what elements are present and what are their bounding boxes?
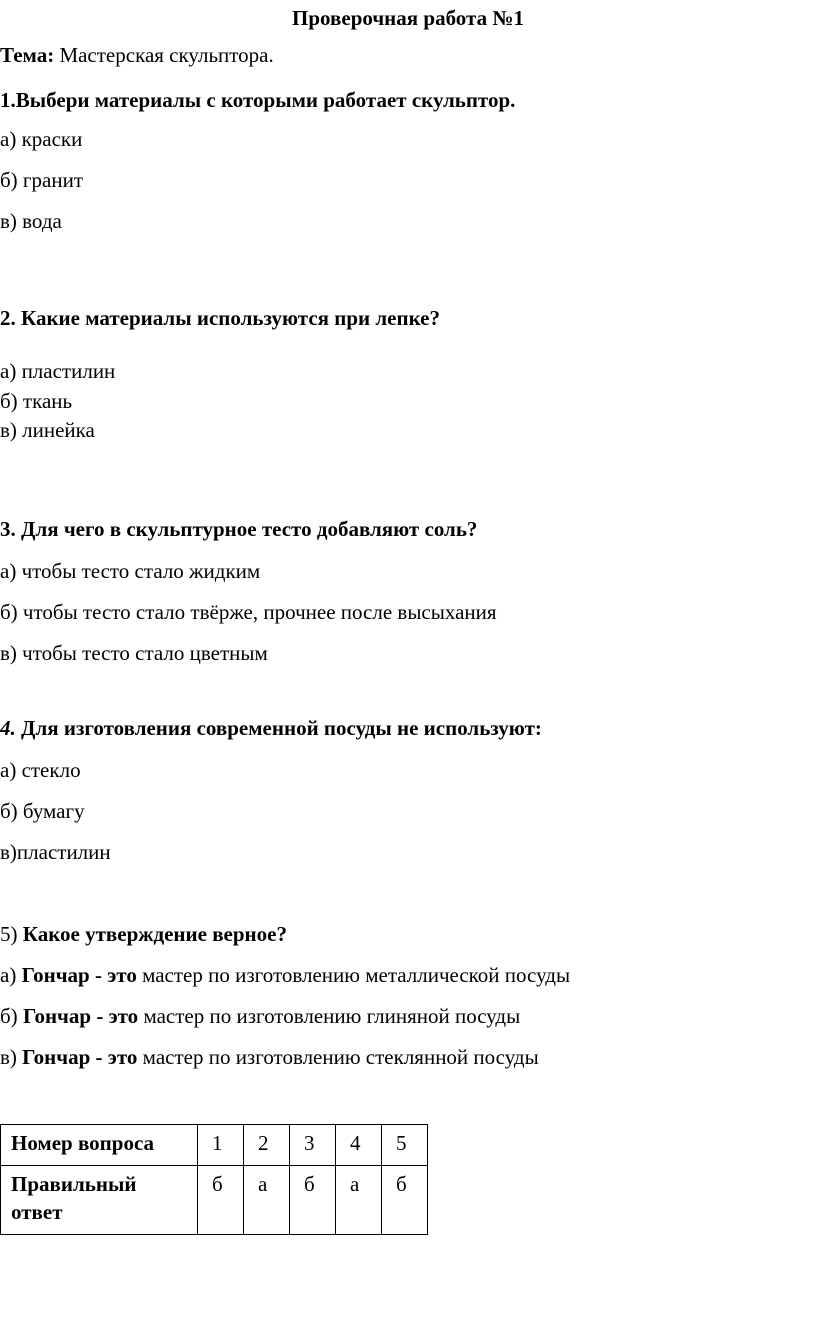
- question-5-text: Какое утверждение верное?: [22, 922, 287, 946]
- q3-option-b: б) чтобы тесто стало твёрже, прочнее после высыхания: [0, 600, 497, 624]
- table-header-line-1: Правильный: [11, 1172, 137, 1196]
- table-cell-number: 2: [244, 1125, 290, 1166]
- table-cell-number: 5: [382, 1125, 428, 1166]
- topic-line: [0, 43, 274, 67]
- table-cell-answer: б: [198, 1166, 244, 1235]
- q1-option-a: а) краски: [0, 127, 83, 151]
- q5-option-b: [0, 1004, 520, 1028]
- q5-option-b-prefix: б): [0, 1004, 23, 1028]
- q3-option-c: в) чтобы тесто стало цветным: [0, 641, 268, 665]
- question-5: [0, 922, 287, 946]
- q4-option-c: в)пластилин: [0, 840, 111, 864]
- q5-option-a-bold: Гончар - это: [21, 963, 137, 987]
- table-row: [1, 1125, 428, 1166]
- q2-option-c: в) линейка: [0, 418, 95, 442]
- q5-option-c-prefix: в): [0, 1045, 23, 1069]
- q5-option-a: [0, 963, 570, 987]
- question-4: [0, 716, 542, 740]
- question-4-number: 4.: [0, 716, 16, 740]
- topic-value: Мастерская скульптора.: [54, 43, 274, 67]
- table-cell-number: 1: [198, 1125, 244, 1166]
- table-cell-number: 4: [336, 1125, 382, 1166]
- q2-option-a: а) пластилин: [0, 359, 116, 383]
- question-2: 2. Какие материалы используются при лепке?: [0, 306, 440, 330]
- table-header-line-2: ответ: [11, 1200, 63, 1224]
- table-cell-answer: б: [290, 1166, 336, 1235]
- q5-option-b-rest: мастер по изготовлению глиняной посуды: [138, 1004, 521, 1028]
- q5-option-b-bold: Гончар - это: [22, 1004, 139, 1028]
- q2-option-b: б) ткань: [0, 389, 73, 413]
- table-header-correct-answer: [1, 1166, 198, 1235]
- table-header-question-number: Номер вопроса: [1, 1125, 198, 1166]
- table-cell-answer: б: [382, 1166, 428, 1235]
- q5-option-a-rest: мастер по изготовлению металлической посуды: [136, 963, 571, 987]
- table-cell-answer: а: [336, 1166, 382, 1235]
- question-3: 3. Для чего в скульптурное тесто добавляют соль?: [0, 517, 478, 541]
- q3-option-a: а) чтобы тесто стало жидким: [0, 559, 261, 583]
- table-cell-answer: а: [244, 1166, 290, 1235]
- question-1: 1.Выбери материалы с которыми работает скульптор.: [0, 88, 516, 112]
- q4-option-a: а) стекло: [0, 758, 81, 782]
- table-cell-number: 3: [290, 1125, 336, 1166]
- question-5-number: 5): [0, 922, 23, 946]
- q1-option-c: в) вода: [0, 209, 62, 233]
- topic-label: Тема:: [0, 43, 55, 67]
- question-4-text: Для изготовления современной посуды не используют:: [15, 716, 542, 740]
- q5-option-a-prefix: а): [0, 963, 22, 987]
- q1-option-b: б) гранит: [0, 168, 84, 192]
- answer-table: [0, 1124, 428, 1235]
- q5-option-c-bold: Гончар - это: [22, 1045, 138, 1069]
- page-title: Проверочная работа №1: [292, 6, 524, 30]
- table-row: [1, 1166, 428, 1235]
- q5-option-c: [0, 1045, 539, 1069]
- q5-option-c-rest: мастер по изготовлению стеклянной посуды: [137, 1045, 539, 1069]
- q4-option-b: б) бумагу: [0, 799, 85, 823]
